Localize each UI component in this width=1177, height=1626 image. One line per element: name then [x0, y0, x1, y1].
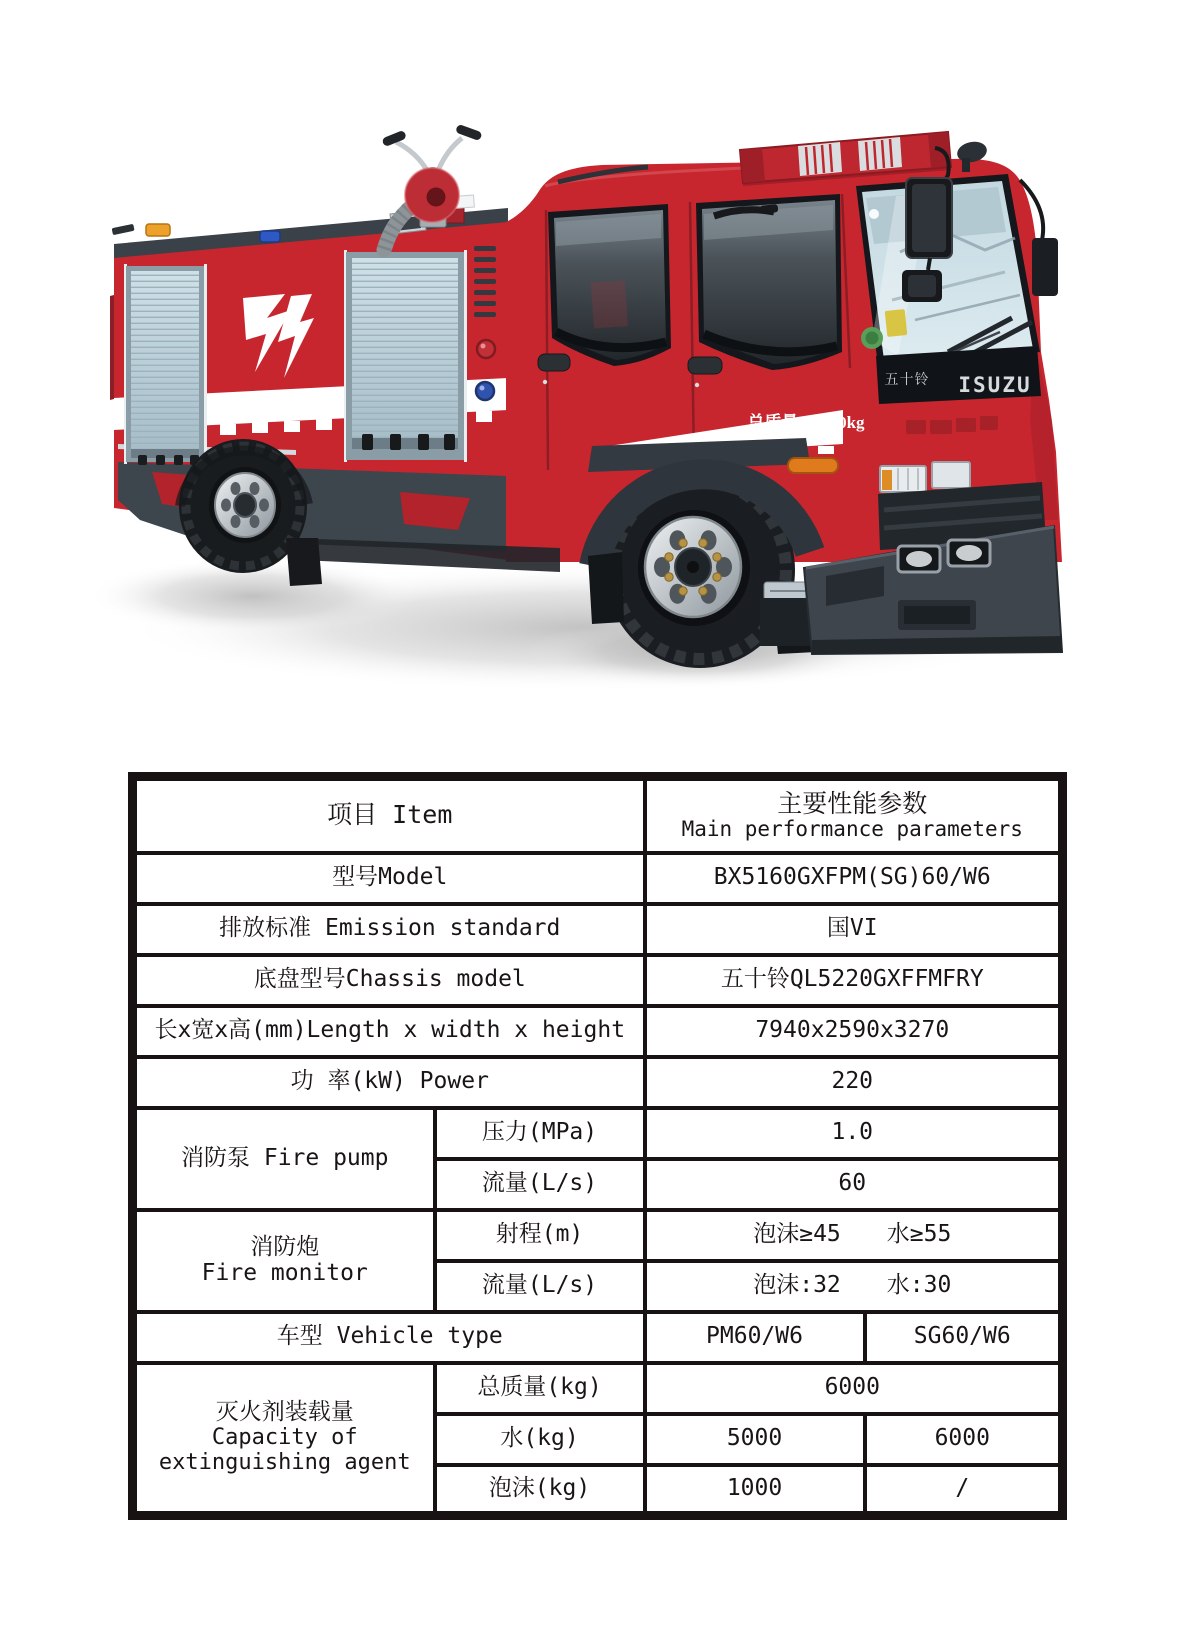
- capacity-group-en1: Capacity of: [211, 1425, 358, 1450]
- dimensions-value: 7940x2590x3270: [645, 1006, 1063, 1057]
- power-label: 功 率(kW) Power: [133, 1057, 645, 1108]
- row-vehicle-type: [133, 1312, 1063, 1363]
- monitor-range-water: 水≥55: [886, 1221, 952, 1248]
- spec-table: [128, 772, 1067, 1520]
- blue-beacon: [260, 231, 280, 242]
- lamp-highlight: [480, 386, 485, 391]
- capacity-water-sg: 6000: [865, 1414, 1063, 1465]
- model-label: 型号Model: [133, 853, 645, 904]
- power-value: 220: [645, 1057, 1063, 1108]
- capacity-group-label: [133, 1363, 435, 1516]
- roller-shutter-right: [344, 250, 467, 462]
- row-capacity-total: [133, 1363, 1063, 1414]
- fire-monitor-group-label: [133, 1210, 435, 1312]
- front-door-window: [696, 194, 842, 370]
- fire-pump-group-label: 消防泵 Fire pump: [133, 1108, 435, 1210]
- headlight: [932, 462, 970, 488]
- fire-monitor-group-cn: 消防炮: [250, 1233, 320, 1260]
- capacity-group-en2: extinguishing agent: [158, 1449, 411, 1475]
- chassis-value: 五十铃QL5220GXFFMFRY: [645, 955, 1063, 1006]
- header-params-cn: 主要性能参数: [777, 788, 928, 818]
- door-load-decal: 总质量:16100kg: [747, 413, 865, 432]
- monitor-flow-label: 流量(L/s): [435, 1261, 645, 1312]
- vehicle-type-label: 车型 Vehicle type: [133, 1312, 645, 1363]
- amber-beacon: [146, 224, 170, 236]
- pump-pressure-label: 压力(MPa): [435, 1108, 645, 1159]
- row-monitor-range: [133, 1210, 1063, 1261]
- emission-value: 国VI: [645, 904, 1063, 955]
- row-power: [133, 1057, 1063, 1108]
- monitor-range-value: [645, 1210, 1063, 1261]
- monitor-flow-water: 水:30: [886, 1272, 952, 1299]
- roller-shutter-left: [124, 264, 207, 465]
- red-round-lamp: [477, 340, 495, 358]
- header-item-label: 项目 Item: [327, 800, 453, 830]
- row-emission: [133, 904, 1063, 955]
- row-pump-pressure: [133, 1108, 1063, 1159]
- header-params-cell: [645, 777, 1063, 853]
- monitor-range-foam: 泡沫≥45: [753, 1221, 841, 1248]
- capacity-foam-pm: 1000: [645, 1465, 865, 1516]
- monitor-range-label: 射程(m): [435, 1210, 645, 1261]
- capacity-total-value: 6000: [645, 1363, 1063, 1414]
- yellow-sticker: [885, 309, 908, 337]
- fire-truck-photo: [0, 0, 1177, 740]
- capacity-foam-sg: /: [865, 1465, 1063, 1516]
- mudflap: [286, 538, 322, 586]
- lamp-highlight: [481, 344, 486, 349]
- lightbar-speaker: [798, 142, 842, 176]
- fire-truck-illustration: [0, 0, 1177, 740]
- lightbar-speaker: [858, 137, 902, 171]
- pump-flow-value: 60: [645, 1159, 1063, 1210]
- capacity-water-label: 水(kg): [435, 1414, 645, 1465]
- header-item-cell: [133, 777, 645, 853]
- fire-monitor-group-en: Fire monitor: [201, 1259, 368, 1286]
- model-value: BX5160GXFPM(SG)60/W6: [645, 853, 1063, 904]
- isuzu-brand-decal: ISUZU: [958, 373, 1032, 397]
- dimensions-label: 长x宽x高(mm)Length x width x height: [133, 1006, 645, 1057]
- side-marker-lamp: [788, 458, 838, 473]
- emission-label: 排放标准 Emission standard: [133, 904, 645, 955]
- capacity-total-label: 总质量(kg): [435, 1363, 645, 1414]
- capacity-group-cn: 灭火剂装载量: [215, 1399, 354, 1426]
- row-model: [133, 853, 1063, 904]
- pump-flow-label: 流量(L/s): [435, 1159, 645, 1210]
- pump-pressure-value: 1.0: [645, 1108, 1063, 1159]
- capacity-foam-label: 泡沫(kg): [435, 1465, 645, 1516]
- rear-door-window: [548, 204, 671, 366]
- monitor-flow-foam: 泡沫:32: [753, 1272, 841, 1299]
- mudflap: [588, 552, 624, 624]
- grille-left-decal: 五十铃: [884, 372, 930, 388]
- capacity-water-pm: 5000: [645, 1414, 865, 1465]
- vehicle-type-sg: SG60/W6: [865, 1312, 1063, 1363]
- vehicle-type-pm: PM60/W6: [645, 1312, 865, 1363]
- door-handle: [688, 357, 722, 374]
- windshield-dot-sticker: [869, 209, 879, 219]
- door-handle: [538, 354, 570, 371]
- header-params-en: Main performance parameters: [681, 816, 1023, 841]
- row-dimensions: [133, 1006, 1063, 1057]
- header-row: [133, 777, 1063, 853]
- monitor-flow-value: [645, 1261, 1063, 1312]
- row-chassis: [133, 955, 1063, 1006]
- blue-round-lamp: [476, 382, 494, 400]
- chassis-label: 底盘型号Chassis model: [133, 955, 645, 1006]
